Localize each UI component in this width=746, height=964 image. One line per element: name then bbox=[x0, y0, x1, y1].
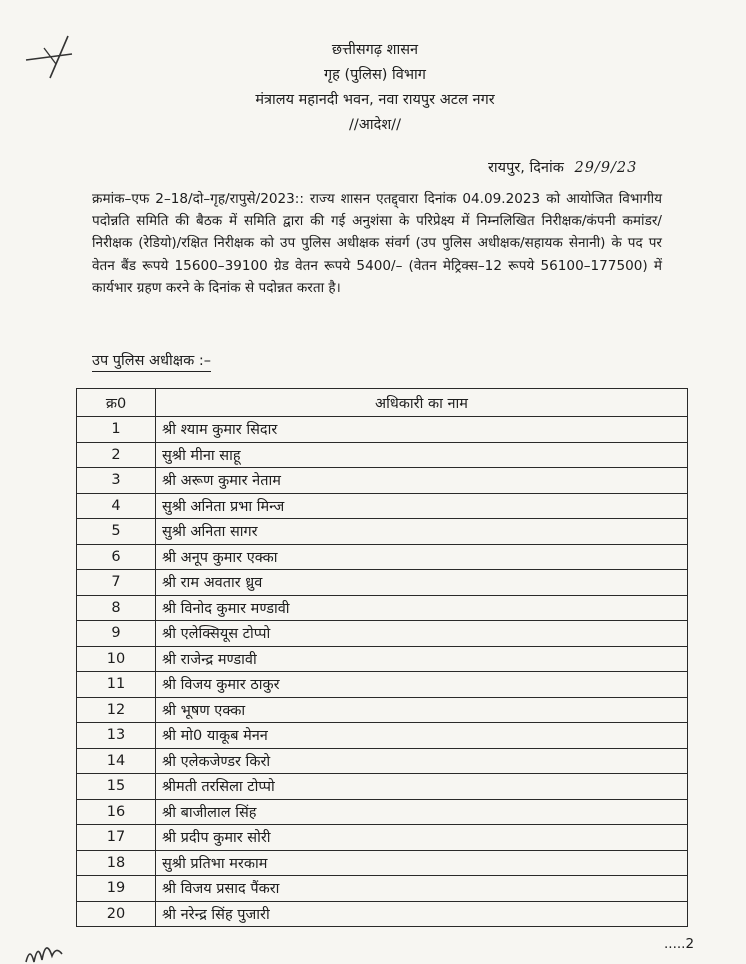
table-header-row bbox=[77, 389, 688, 417]
date-label: रायपुर, दिनांक bbox=[488, 160, 564, 176]
order-body bbox=[92, 188, 662, 299]
row-officer-name: श्री अनूप कुमार एक्का bbox=[156, 544, 688, 570]
date-line bbox=[488, 157, 637, 177]
table-row bbox=[77, 876, 688, 902]
column-header-sn: क्र0 bbox=[77, 389, 156, 417]
row-serial-number: 17 bbox=[77, 825, 156, 851]
row-officer-name: श्री भूषण एक्का bbox=[156, 697, 688, 723]
row-officer-name: श्री एलेक्सियूस टोप्पो bbox=[156, 621, 688, 647]
row-serial-number: 10 bbox=[77, 646, 156, 672]
table-row bbox=[77, 672, 688, 698]
row-officer-name: श्री नरेन्द्र सिंह पुजारी bbox=[156, 901, 688, 927]
table-row bbox=[77, 595, 688, 621]
order-paragraph: क्रमांक–एफ 2–18/दो–गृह/रापुसे/2023:: राज्य शासन एतद्द्वारा दिनांक 04.09.2023 को आयोजित विभागीय पदोन्नति समिति की बैठक में समिति द्वारा की गई अनुशंसा के परिप्रेक्ष्य में निम्नलिखित निरीक्षक/कंपनी कमांडर/निरीक्षक (रेडियो)/रक्षित निरीक्षक को उप पुलिस अधीक्षक संवर्ग (उप पुलिस अधीक्षक/सहायक सेनानी) के पद पर वेतन बैंड रूपये 15600–39100 ग्रेड वेतन रूपये 5400/– (वेतन मेट्रिक्स–12 रूपये 56100–177500) में कार्यभार ग्रहण करने के दिनांक से पदोन्नत करता है। bbox=[92, 191, 662, 296]
row-officer-name: श्री एलेकजेण्डर किरो bbox=[156, 748, 688, 774]
table-row bbox=[77, 621, 688, 647]
row-officer-name: श्री राम अवतार ध्रुव bbox=[156, 570, 688, 596]
document-type: //आदेश// bbox=[349, 117, 401, 133]
row-officer-name: श्री विजय कुमार ठाकुर bbox=[156, 672, 688, 698]
table-row bbox=[77, 519, 688, 545]
handwritten-initials bbox=[22, 932, 82, 964]
row-officer-name: श्री श्याम कुमार सिदार bbox=[156, 417, 688, 443]
row-serial-number: 8 bbox=[77, 595, 156, 621]
row-serial-number: 16 bbox=[77, 799, 156, 825]
row-officer-name: श्री प्रदीप कुमार सोरी bbox=[156, 825, 688, 851]
table-row bbox=[77, 774, 688, 800]
row-officer-name: श्री मो0 याकूब मेनन bbox=[156, 723, 688, 749]
table-row bbox=[77, 417, 688, 443]
row-officer-name: सुश्री अनिता प्रभा मिन्ज bbox=[156, 493, 688, 519]
row-serial-number: 20 bbox=[77, 901, 156, 927]
row-serial-number: 19 bbox=[77, 876, 156, 902]
row-serial-number: 12 bbox=[77, 697, 156, 723]
date-value: 29/9/23 bbox=[574, 160, 638, 176]
row-serial-number: 9 bbox=[77, 621, 156, 647]
row-serial-number: 15 bbox=[77, 774, 156, 800]
row-serial-number: 11 bbox=[77, 672, 156, 698]
row-officer-name: सुश्री प्रतिभा मरकाम bbox=[156, 850, 688, 876]
table-row bbox=[77, 850, 688, 876]
table-row bbox=[77, 723, 688, 749]
officers-table bbox=[76, 388, 688, 927]
govt-name: छत्तीसगढ़ शासन bbox=[331, 42, 419, 58]
table-row bbox=[77, 570, 688, 596]
table-row bbox=[77, 825, 688, 851]
office-address: मंत्रालय महानदी भवन, नवा रायपुर अटल नगर bbox=[255, 92, 495, 108]
department-name: गृह (पुलिस) विभाग bbox=[324, 67, 426, 83]
table-row bbox=[77, 901, 688, 927]
table-row bbox=[77, 442, 688, 468]
row-serial-number: 1 bbox=[77, 417, 156, 443]
letterhead bbox=[210, 38, 540, 138]
row-officer-name: सुश्री अनिता सागर bbox=[156, 519, 688, 545]
row-serial-number: 7 bbox=[77, 570, 156, 596]
table-row bbox=[77, 697, 688, 723]
row-officer-name: श्रीमती तरसिला टोप्पो bbox=[156, 774, 688, 800]
page-continuation-marker: .....2 bbox=[664, 936, 695, 952]
table-row bbox=[77, 493, 688, 519]
row-serial-number: 3 bbox=[77, 468, 156, 494]
column-header-name: अधिकारी का नाम bbox=[156, 389, 688, 417]
row-officer-name: श्री राजेन्द्र मण्डावी bbox=[156, 646, 688, 672]
row-serial-number: 2 bbox=[77, 442, 156, 468]
table-row bbox=[77, 544, 688, 570]
section-title: उप पुलिस अधीक्षक :– bbox=[92, 350, 211, 372]
handwritten-tick-mark bbox=[22, 34, 74, 80]
row-serial-number: 6 bbox=[77, 544, 156, 570]
table-row bbox=[77, 646, 688, 672]
row-officer-name: श्री विनोद कुमार मण्डावी bbox=[156, 595, 688, 621]
row-officer-name: श्री विजय प्रसाद पैंकरा bbox=[156, 876, 688, 902]
row-serial-number: 5 bbox=[77, 519, 156, 545]
table-row bbox=[77, 799, 688, 825]
row-serial-number: 13 bbox=[77, 723, 156, 749]
row-officer-name: श्री अरूण कुमार नेताम bbox=[156, 468, 688, 494]
row-serial-number: 14 bbox=[77, 748, 156, 774]
row-serial-number: 4 bbox=[77, 493, 156, 519]
row-officer-name: सुश्री मीना साहू bbox=[156, 442, 688, 468]
row-serial-number: 18 bbox=[77, 850, 156, 876]
table-row bbox=[77, 748, 688, 774]
table-row bbox=[77, 468, 688, 494]
row-officer-name: श्री बाजीलाल सिंह bbox=[156, 799, 688, 825]
